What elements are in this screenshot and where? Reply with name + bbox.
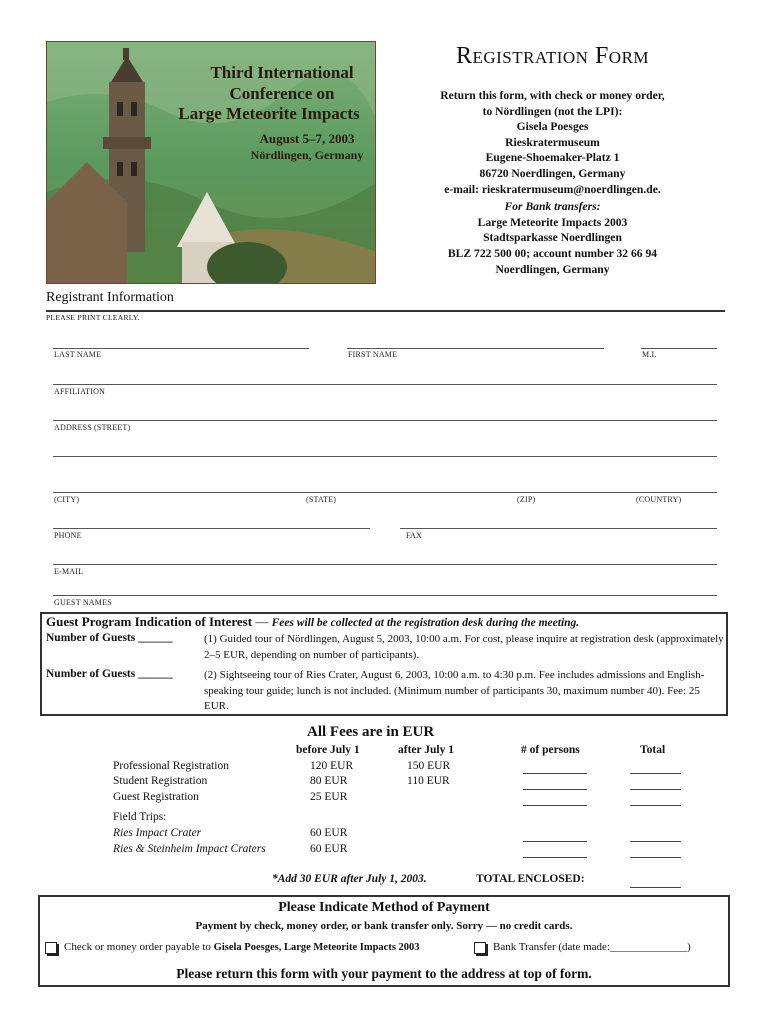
street-address-label: ADDRESS (STREET): [54, 423, 131, 432]
total-input-professional[interactable]: [630, 773, 681, 774]
guests-count-1[interactable]: Number of Guests ______: [46, 632, 173, 644]
guest-program-dash: —: [252, 614, 272, 629]
last-name-label: LAST NAME: [54, 350, 102, 359]
affiliation-label: AFFILIATION: [54, 387, 106, 396]
total-input-guest[interactable]: [630, 805, 681, 806]
guest-option-2: (2) Sightseeing tour of Ries Crater, August 6, 2003, 10:00 a.m. to 4:30 p.m. Fee includes admissions and English-speaking tour guide; lunch is not included. (Minimum number of participants 30, maximum number 40). Fee: 25 EUR.: [204, 669, 705, 712]
poster-line2: Conference on: [229, 84, 335, 103]
poster-artwork: [47, 42, 376, 284]
field-trips-label: Field Trips:: [113, 811, 167, 823]
total-input-student[interactable]: [630, 789, 681, 790]
fee-after-professional: 150 EUR: [407, 760, 451, 772]
guest-program-title: Guest Program Indication of Interest: [46, 614, 253, 629]
fee-before-guest: 25 EUR: [310, 791, 348, 803]
first-name-label: FIRST NAME: [348, 350, 398, 359]
bank-account-name: Large Meteorite Impacts 2003: [477, 215, 628, 229]
return-line-2: to Nördlingen (not the LPI):: [482, 104, 623, 118]
late-fee-note: *Add 30 EUR after July 1, 2003.: [272, 873, 427, 885]
fee-label-student: Student Registration: [113, 775, 208, 787]
poster-line3: Large Meteorite Impacts: [178, 104, 360, 123]
bank-transfer-heading: For Bank transfers:: [504, 200, 601, 214]
return-instruction: Please return this form with your payment to the address at top of form.: [176, 966, 592, 981]
museum-name: Rieskratermuseum: [505, 135, 600, 149]
fee-before-student: 80 EUR: [310, 775, 348, 787]
guest-program-heading: [46, 614, 579, 630]
phone-field[interactable]: [53, 528, 370, 529]
phone-label: PHONE: [54, 531, 82, 540]
col-after-july: after July 1: [398, 744, 455, 756]
persons-input-guest[interactable]: [523, 805, 587, 806]
street-address-field-2[interactable]: [53, 456, 717, 457]
total-enclosed-input[interactable]: [630, 887, 681, 888]
guests-count-2[interactable]: Number of Guests ______: [46, 668, 173, 680]
form-title: Registration Form: [455, 43, 650, 69]
trip-fee-ries: 60 EUR: [310, 827, 348, 839]
poster-dates: August 5–7, 2003: [259, 131, 355, 146]
check-payment-checkbox[interactable]: [45, 942, 57, 954]
fax-field[interactable]: [400, 528, 717, 529]
payment-title: Please Indicate Method of Payment: [278, 900, 490, 915]
guest-names-field[interactable]: [53, 595, 717, 596]
trip-label-ries: Ries Impact Crater: [113, 827, 202, 839]
city-state-zip-field[interactable]: [53, 492, 717, 493]
bank-account-number: BLZ 722 500 00; account number 32 66 94: [447, 246, 658, 260]
city-label: (CITY): [54, 495, 80, 504]
payment-subtitle: Payment by check, money order, or bank transfer only. Sorry — no credit cards.: [195, 920, 573, 932]
last-name-field[interactable]: [53, 348, 309, 349]
first-name-field[interactable]: [347, 348, 604, 349]
fees-title: All Fees are in EUR: [307, 724, 435, 740]
fee-label-professional: Professional Registration: [113, 760, 229, 772]
bank-city: Noerdlingen, Germany: [495, 262, 610, 276]
email-field[interactable]: [53, 564, 717, 565]
col-total: Total: [640, 744, 666, 756]
bank-name: Stadtsparkasse Noerdlingen: [483, 231, 622, 245]
country-label: (COUNTRY): [636, 495, 682, 504]
persons-input-ries-steinheim[interactable]: [523, 857, 587, 858]
street-address: Eugene-Shoemaker-Platz 1: [485, 151, 620, 165]
trip-fee-ries-steinheim: 60 EUR: [310, 843, 348, 855]
check-payment-prefix: Check or money order payable to: [64, 941, 214, 953]
mailing-address: [420, 88, 685, 277]
contact-email: e-mail: rieskratermuseum@noerdlingen.de.: [444, 182, 661, 196]
middle-initial-label: M.I.: [642, 350, 657, 359]
contact-name: Gisela Poesges: [516, 120, 589, 134]
guest-program-subtitle: Fees will be collected at the registration desk during the meeting.: [271, 617, 580, 629]
print-instruction: PLEASE PRINT CLEARLY.: [46, 313, 140, 322]
email-label: E-MAIL: [54, 567, 84, 576]
trip-label-ries-steinheim: Ries & Steinheim Impact Craters: [113, 843, 266, 855]
bank-transfer-checkbox[interactable]: [474, 942, 486, 954]
middle-initial-field[interactable]: [641, 348, 717, 349]
fax-label: FAX: [406, 531, 423, 540]
persons-input-ries[interactable]: [523, 841, 587, 842]
street-address-field[interactable]: [53, 420, 717, 421]
fee-before-professional: 120 EUR: [310, 760, 354, 772]
state-label: (STATE): [306, 495, 337, 504]
col-persons: # of persons: [521, 744, 580, 756]
registrant-heading: Registrant Information: [46, 290, 174, 305]
check-payment-payee: Gisela Poesges, Large Meteorite Impacts 2003: [213, 942, 420, 953]
conference-poster: [46, 41, 376, 284]
affiliation-field[interactable]: [53, 384, 717, 385]
return-line-1: Return this form, with check or money order,: [440, 89, 665, 102]
check-payment-option: [64, 941, 420, 953]
persons-input-student[interactable]: [523, 789, 587, 790]
zip-label: (ZIP): [517, 495, 536, 504]
persons-input-professional[interactable]: [523, 773, 587, 774]
bank-transfer-option: Bank Transfer (date made:______________): [493, 941, 691, 953]
total-input-ries[interactable]: [630, 841, 681, 842]
guest-option-1: (1) Guided tour of Nördlingen, August 5, 2003, 10:00 a.m. For cost, please inquire at registration desk (approximately 2–5 EUR, depending on number of participants).: [204, 633, 724, 661]
col-before-july: before July 1: [296, 744, 360, 756]
total-enclosed-label: TOTAL ENCLOSED:: [476, 873, 585, 885]
poster-line1: Third International: [210, 63, 354, 82]
fee-label-guest: Guest Registration: [113, 791, 199, 803]
city-address: 86720 Noerdlingen, Germany: [479, 166, 626, 180]
fee-after-student: 110 EUR: [407, 775, 450, 787]
poster-place: Nördlingen, Germany: [250, 148, 364, 162]
guest-names-label: GUEST NAMES: [54, 598, 112, 607]
total-input-ries-steinheim[interactable]: [630, 857, 681, 858]
section-divider: [46, 310, 725, 312]
